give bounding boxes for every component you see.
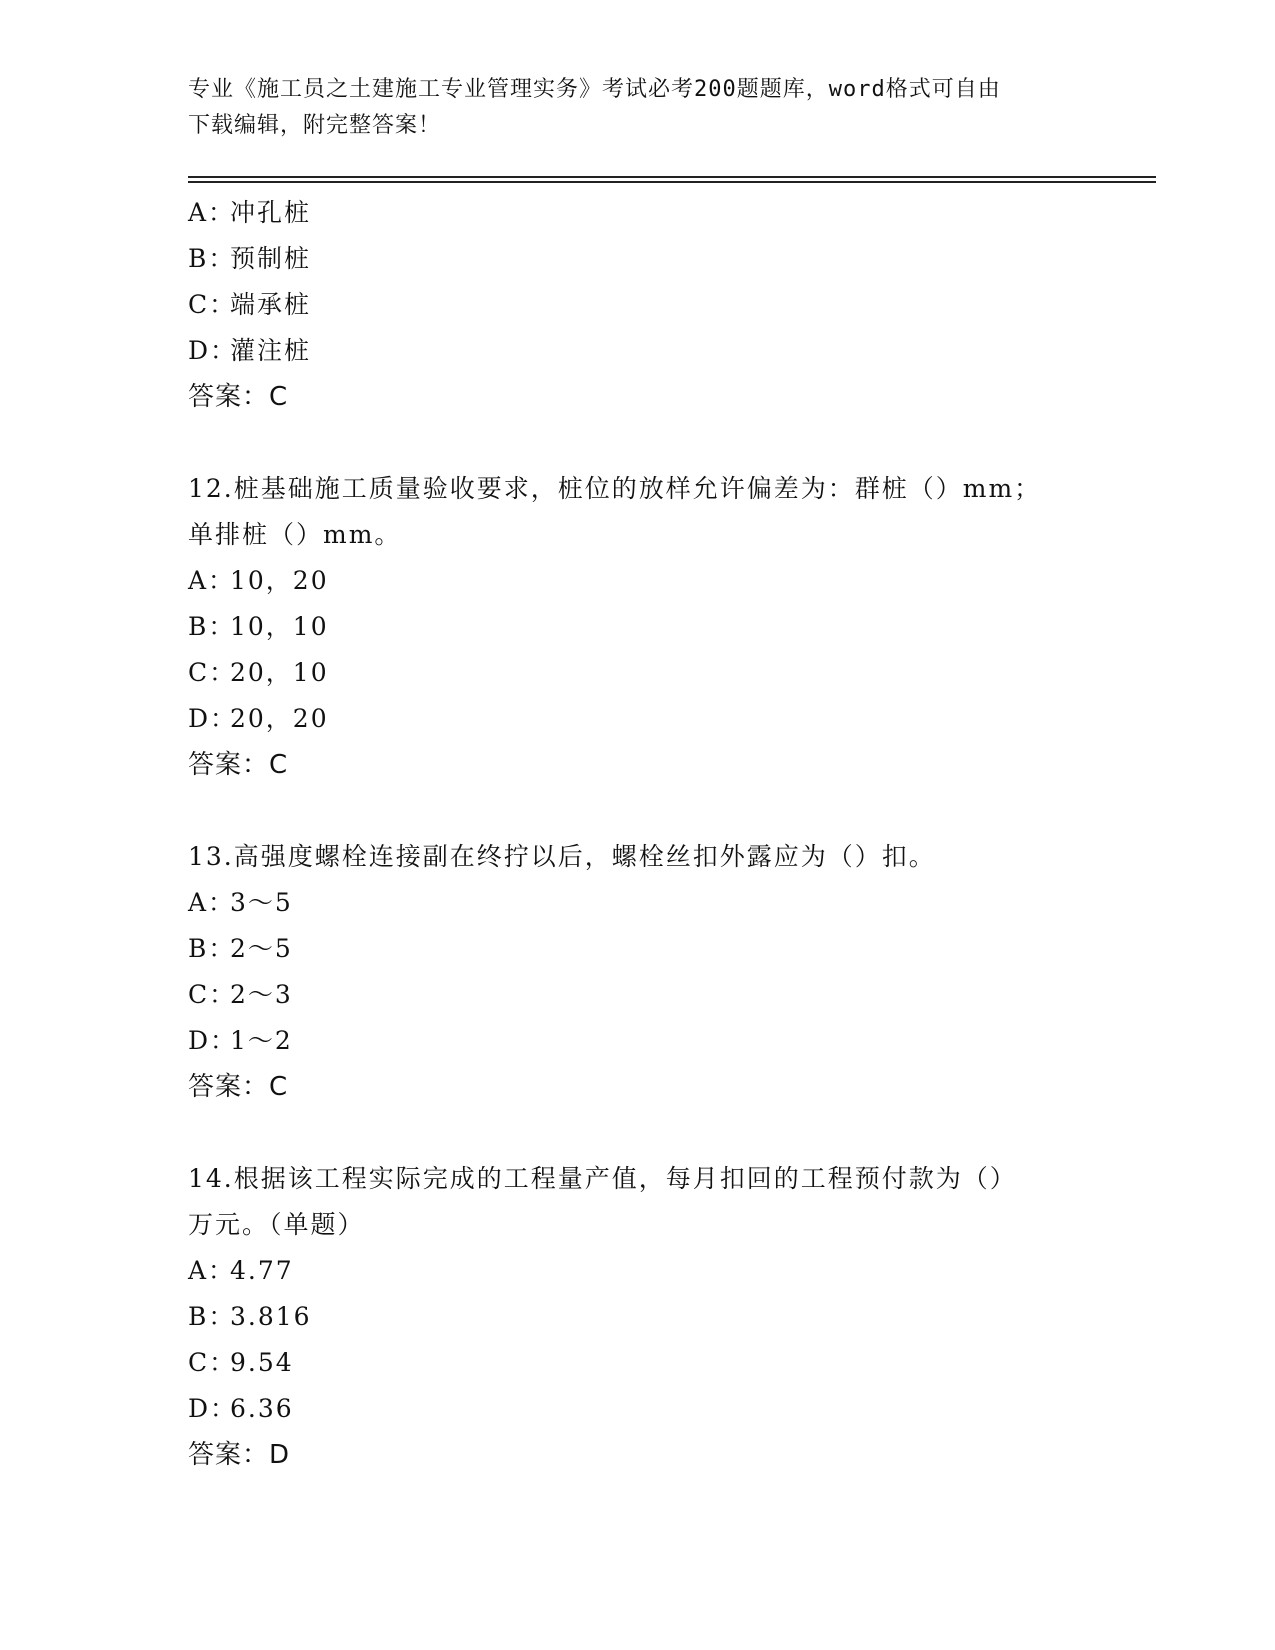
option-text: 3～5	[230, 888, 293, 917]
option-text: 1～2	[230, 1026, 293, 1055]
question-14-block	[188, 1156, 1088, 1478]
question-stem-line-2: 万元。（单题）	[188, 1210, 365, 1239]
option-letter: C：	[188, 1348, 237, 1377]
option-letter: C：	[188, 290, 237, 319]
question-stem	[188, 1156, 1088, 1248]
option-text: 灌注桩	[230, 336, 312, 365]
option-b	[188, 1294, 1088, 1340]
option-letter: A：	[188, 888, 236, 917]
option-text: 9.54	[230, 1348, 294, 1377]
answer-line: 答案：C	[188, 750, 289, 780]
option-letter: D：	[188, 1394, 238, 1423]
option-text: 冲孔桩	[230, 198, 312, 227]
option-text: 10，20	[230, 566, 329, 595]
option-d	[188, 696, 1088, 742]
header-line-1: 专业《施工员之土建施工专业管理实务》考试必考200题题库，word格式可自由	[188, 77, 1001, 102]
option-text: 3.816	[230, 1302, 312, 1331]
question-stem-line-1: 13.高强度螺栓连接副在终拧以后，螺栓丝扣外露应为（）扣。	[188, 842, 936, 871]
option-letter: A：	[188, 566, 236, 595]
document-body	[188, 190, 1088, 1478]
option-text: 4.77	[230, 1256, 294, 1285]
option-a	[188, 1248, 1088, 1294]
question-stem	[188, 466, 1088, 558]
header-line-2: 下载编辑，附完整答案！	[188, 113, 442, 138]
option-letter: C：	[188, 658, 237, 687]
option-b	[188, 926, 1088, 972]
option-letter: B：	[188, 1302, 236, 1331]
question-stem	[188, 834, 1088, 880]
option-text: 20，20	[230, 704, 329, 733]
option-a	[188, 190, 1088, 236]
option-letter: D：	[188, 336, 238, 365]
answer-line: 答案：D	[188, 1440, 291, 1470]
header-divider-top	[188, 176, 1156, 178]
option-c	[188, 1340, 1088, 1386]
option-letter: A：	[188, 198, 236, 227]
answer-line: 答案：C	[188, 1072, 289, 1102]
spacer	[188, 420, 1088, 466]
option-a	[188, 880, 1088, 926]
answer-line: 答案：C	[188, 382, 289, 412]
question-13-block	[188, 834, 1088, 1110]
page-header	[188, 72, 1068, 144]
option-text: 20，10	[230, 658, 329, 687]
option-letter: B：	[188, 244, 236, 273]
option-d	[188, 1386, 1088, 1432]
option-c	[188, 282, 1088, 328]
option-text: 2～3	[230, 980, 293, 1009]
option-text: 6.36	[230, 1394, 294, 1423]
option-text: 2～5	[230, 934, 293, 963]
option-letter: B：	[188, 934, 236, 963]
option-text: 端承桩	[230, 290, 312, 319]
question-stem-line-1: 14.根据该工程实际完成的工程量产值，每月扣回的工程预付款为（）	[188, 1164, 1017, 1193]
spacer	[188, 788, 1088, 834]
option-d	[188, 328, 1088, 374]
question-stem-line-2: 单排桩（）mm。	[188, 520, 402, 549]
option-text: 10，10	[230, 612, 329, 641]
option-letter: B：	[188, 612, 236, 641]
option-a	[188, 558, 1088, 604]
spacer	[188, 1110, 1088, 1156]
option-b	[188, 604, 1088, 650]
question-12-block	[188, 466, 1088, 788]
option-c	[188, 650, 1088, 696]
question-11-block	[188, 190, 1088, 420]
option-letter: D：	[188, 1026, 238, 1055]
option-d	[188, 1018, 1088, 1064]
option-letter: A：	[188, 1256, 236, 1285]
option-c	[188, 972, 1088, 1018]
option-text: 预制桩	[230, 244, 312, 273]
option-letter: C：	[188, 980, 237, 1009]
option-letter: D：	[188, 704, 238, 733]
question-stem-line-1: 12.桩基础施工质量验收要求，桩位的放样允许偏差为：群桩（）mm；	[188, 474, 1042, 503]
header-divider-bottom	[188, 181, 1156, 183]
option-b	[188, 236, 1088, 282]
